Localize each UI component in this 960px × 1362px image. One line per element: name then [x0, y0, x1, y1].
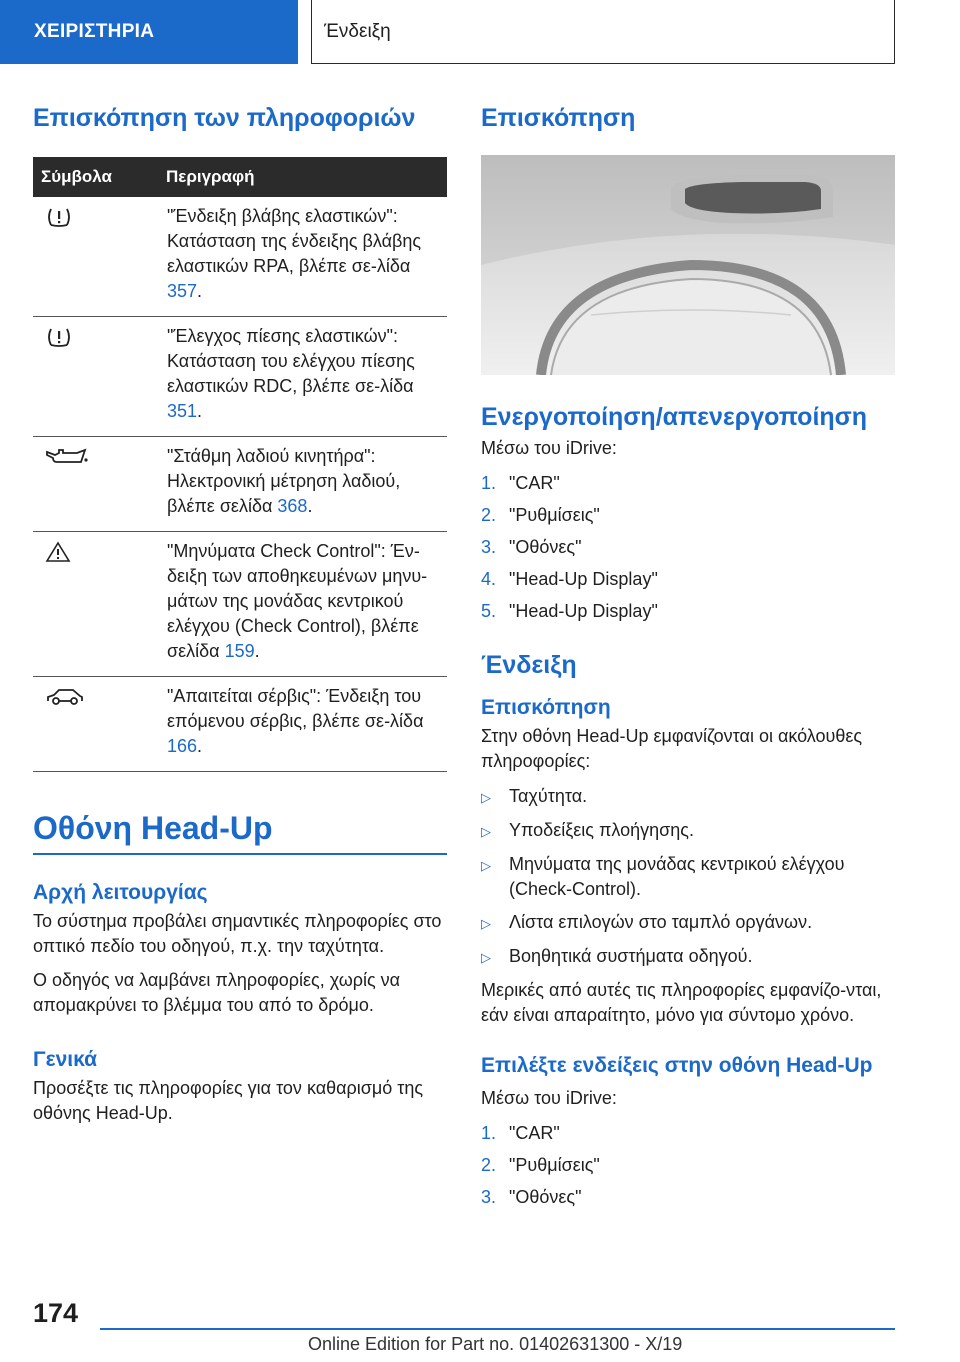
list-item: 1. "CAR": [481, 473, 560, 493]
hud-heading: Οθόνη Head-Up: [33, 810, 273, 846]
col-desc-header: Περιγραφή: [166, 157, 447, 197]
chapter-header: [311, 0, 895, 64]
general-heading: Γενικά: [33, 1048, 98, 1071]
triangle-bullet-icon: ▷: [481, 858, 491, 873]
table-row: "Απαιτείται σέρβις": Ένδειξη του επόμενου σέρβις, βλέπε σε-λίδα 166.: [33, 677, 447, 772]
list-item: ▷ Μηνύματα της μονάδας κεντρικού ελέγχου (Check-Control).: [481, 852, 895, 902]
symbol-table: [33, 157, 447, 772]
display-heading: Ένδειξη: [481, 651, 577, 679]
principle-paragraph-1: Το σύστημα προβάλει σημαντικές πληροφορίες στο οπτικό πεδίο του οδηγού, π.χ. την ταχύτητα.: [33, 911, 442, 956]
list-item: 4. "Head-Up Display": [481, 569, 658, 589]
tire-warning-icon: [45, 206, 73, 228]
triangle-bullet-icon: ▷: [481, 824, 491, 839]
page-link[interactable]: 357: [167, 281, 198, 301]
activation-heading: Ενεργοποίηση/απενεργοποίηση: [481, 403, 868, 431]
triangle-bullet-icon: ▷: [481, 916, 491, 931]
chapter-title: Ένδειξη: [324, 20, 391, 42]
page-link[interactable]: 159: [224, 641, 255, 661]
list-item: 2. "Ρυθμίσεις": [481, 1155, 600, 1175]
col-symbol-header: Σύμβολα: [33, 157, 166, 197]
overview-heading: Επισκόπηση των πληροφοριών: [33, 104, 416, 132]
list-item: 3. "Οθόνες": [481, 537, 582, 557]
row-text: "Απαιτείται σέρβις": Ένδειξη του επόμενου σέρβις, βλέπε σε-λίδα: [167, 686, 424, 731]
row-text: "Μηνύματα Check Control": Έν-δειξη των αποθηκευμένων μηνυ-μάτων της μονάδας κεντρικού ελέγχου (Check Control), βλέπε σελίδα: [167, 541, 428, 661]
oil-can-icon: [45, 446, 89, 468]
via-idrive-text-2: Μέσω του iDrive:: [481, 1088, 617, 1108]
row-text: "Έλεγχος πίεσης ελαστικών": Κατάσταση του ελέγχου πίεσης ελαστικών RDC, βλέπε σε-λίδα: [167, 326, 415, 396]
page-link[interactable]: 351: [167, 401, 198, 421]
tire-pressure-icon: [45, 326, 73, 348]
principle-paragraph-2: Ο οδηγός να λαμβάνει πληροφορίες, χωρίς να απομακρύνει το βλέμμα του από το δρόμο.: [33, 970, 401, 1015]
display-overview-heading: Επισκόπηση: [481, 696, 611, 719]
triangle-bullet-icon: ▷: [481, 790, 491, 805]
head-up-display-image: [481, 155, 895, 375]
table-row: "Έλεγχος πίεσης ελαστικών": Κατάσταση του ελέγχου πίεσης ελαστικών RDC, βλέπε σε-λίδα 351.: [33, 317, 447, 437]
some-info-paragraph: Μερικές από αυτές τις πληροφορίες εμφανίζο-νται, εάν είναι απαραίτητο, μόνο για σύντομο χρόνο.: [481, 980, 882, 1025]
edition-text: Online Edition for Part no. 01402631300 - X/19: [308, 1334, 683, 1354]
principle-heading: Αρχή λειτουργίας: [33, 881, 208, 904]
general-paragraph: Προσέξτε τις πληροφορίες για τον καθαρισμό της οθόνης Head-Up.: [33, 1078, 424, 1123]
overview-heading-right: Επισκόπηση: [481, 104, 636, 132]
list-item: 2. "Ρυθμίσεις": [481, 505, 600, 525]
list-item: ▷ Υποδείξεις πλοήγησης.: [481, 818, 895, 844]
list-item: ▷ Βοηθητικά συστήματα οδηγού.: [481, 944, 895, 970]
select-displays-heading: Επιλέξτε ενδείξεις στην οθόνη Head-Up: [481, 1054, 873, 1077]
display-paragraph: Στην οθόνη Head-Up εμφανίζονται οι ακόλουθες πληροφορίες:: [481, 726, 863, 771]
list-item: ▷ Λίστα επιλογών στο ταμπλό οργάνων.: [481, 910, 895, 936]
left-column: [33, 100, 447, 1126]
triangle-bullet-icon: ▷: [481, 950, 491, 965]
page-number: 174: [33, 1298, 79, 1328]
via-idrive-text: Μέσω του iDrive:: [481, 438, 617, 458]
section-tab: [0, 0, 298, 64]
row-text: "Ένδειξη βλάβης ελαστικών": Κατάσταση της ένδειξης βλάβης ελαστικών RPA, βλέπε σε-λίδα: [167, 206, 422, 276]
page-link[interactable]: 166: [167, 736, 198, 756]
row-text: "Στάθμη λαδιού κινητήρα": Ηλεκτρονική μέτρηση λαδιού, βλέπε σελίδα: [167, 446, 401, 516]
select-steps: [481, 1117, 895, 1213]
right-column: [481, 100, 895, 1213]
activation-steps: [481, 467, 895, 627]
warning-triangle-icon: [45, 541, 71, 563]
footer-divider: [100, 1328, 895, 1330]
list-item: 3. "Οθόνες": [481, 1187, 582, 1207]
service-car-icon: [45, 686, 85, 708]
hud-heading-block: [33, 810, 447, 855]
table-row: "Μηνύματα Check Control": Έν-δειξη των αποθηκευμένων μηνυ-μάτων της μονάδας κεντρικού ελέγχου (Check Control), βλέπε σελίδα 159.: [33, 532, 447, 677]
list-item: 5. "Head-Up Display": [481, 601, 658, 621]
table-row: "Στάθμη λαδιού κινητήρα": Ηλεκτρονική μέτρηση λαδιού, βλέπε σελίδα 368.: [33, 437, 447, 532]
table-row: "Ένδειξη βλάβης ελαστικών": Κατάσταση της ένδειξης βλάβης ελαστικών RPA, βλέπε σε-λίδα 357.: [33, 197, 447, 317]
page-link[interactable]: 368: [277, 496, 308, 516]
list-item: 1. "CAR": [481, 1123, 560, 1143]
info-bullet-list: [481, 784, 895, 970]
list-item: ▷ Ταχύτητα.: [481, 784, 895, 810]
section-title: ΧΕΙΡΙΣΤΗΡΙΑ: [34, 21, 155, 42]
